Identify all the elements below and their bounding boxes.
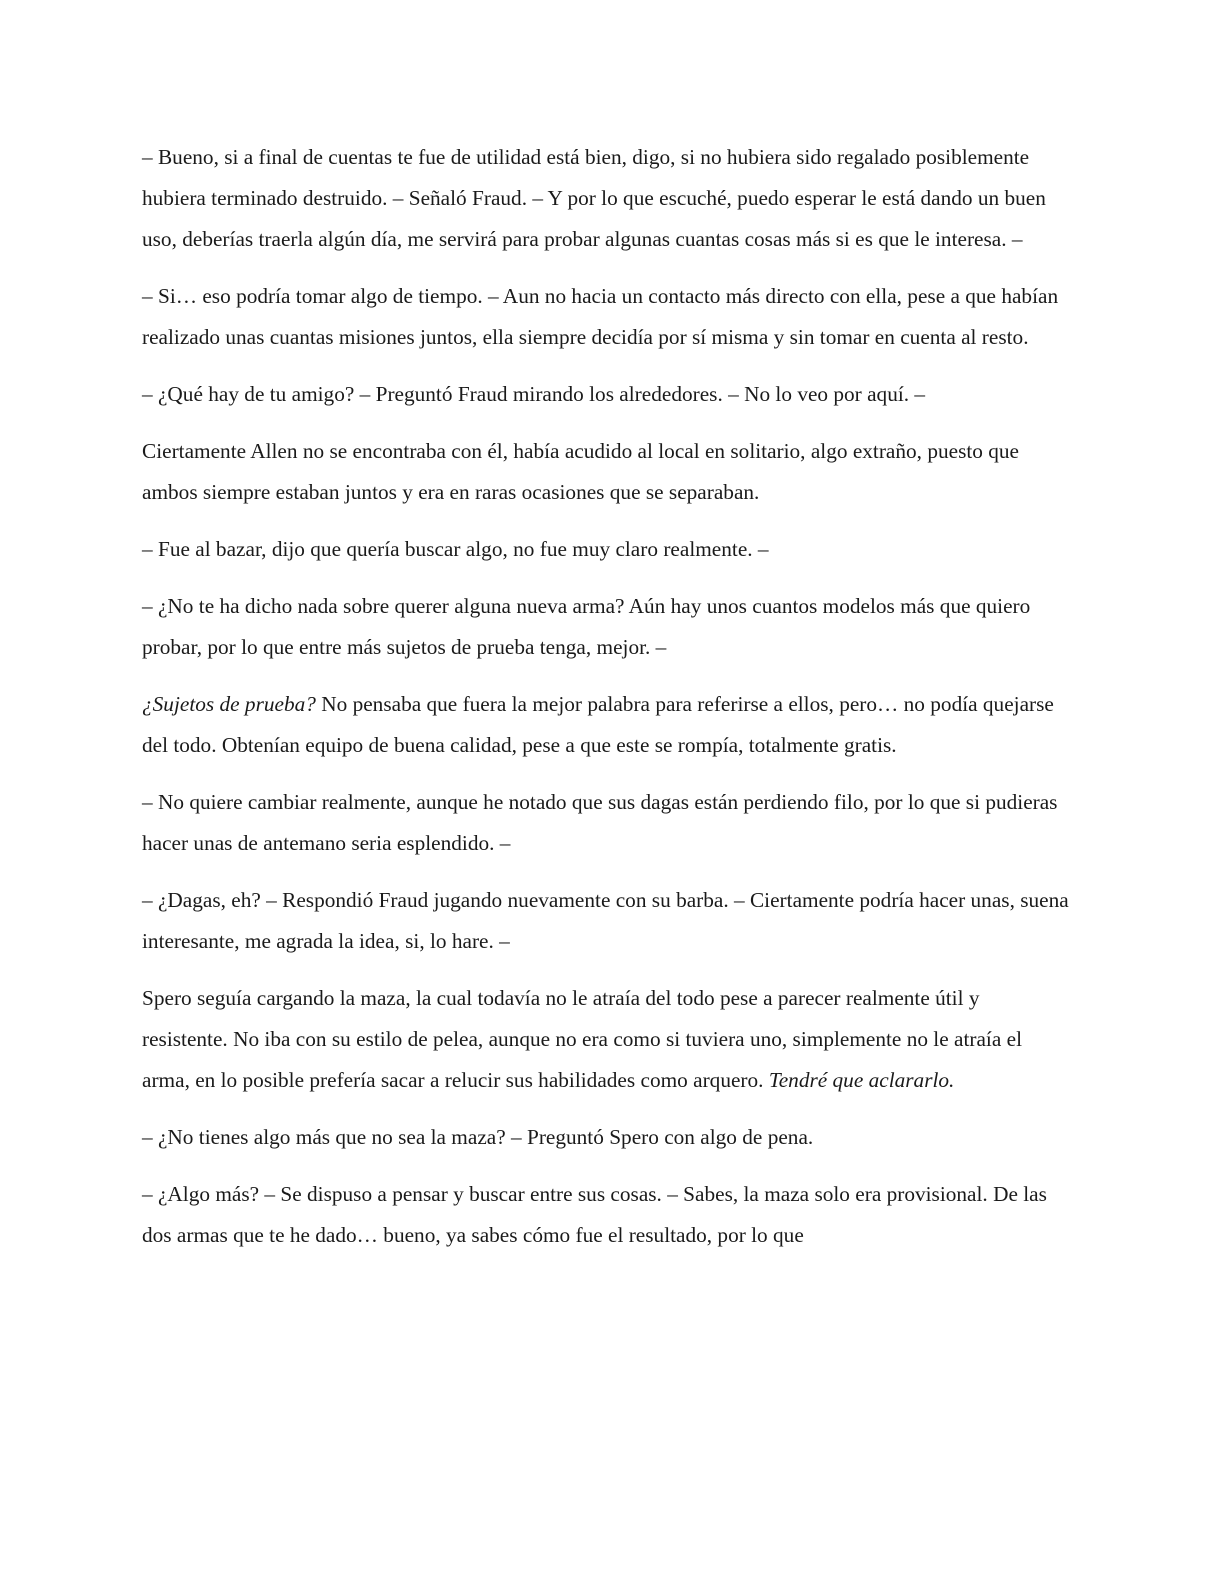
paragraph-2 bbox=[142, 276, 1070, 358]
paragraph-12 bbox=[142, 1174, 1070, 1256]
paragraph-text: – Bueno, si a final de cuentas te fue de utilidad está bien, digo, si no hubiera sido regalado posiblemente hubiera terminado destruido. – Señaló Fraud. – Y por lo que escuché, puedo esperar le está dando un buen uso, deberías traerla algún día, me servirá para probar algunas cuantas cosas más si es que le interesa. – bbox=[142, 145, 1046, 251]
paragraph-4 bbox=[142, 431, 1070, 513]
paragraph-3 bbox=[142, 374, 1070, 415]
paragraph-11 bbox=[142, 1117, 1070, 1158]
paragraph-text: No pensaba que fuera la mejor palabra para referirse a ellos, pero… no podía quejarse del todo. Obtenían equipo de buena calidad, pese a que este se rompía, totalmente gratis. bbox=[142, 692, 1054, 757]
paragraph-7 bbox=[142, 684, 1070, 766]
italic-phrase: ¿Sujetos de prueba? bbox=[142, 692, 316, 716]
paragraph-text: – ¿Dagas, eh? – Respondió Fraud jugando nuevamente con su barba. – Ciertamente podría hacer unas, suena interesante, me agrada la idea, si, lo hare. – bbox=[142, 888, 1069, 953]
paragraph-10 bbox=[142, 978, 1070, 1101]
paragraph-9 bbox=[142, 880, 1070, 962]
paragraph-6 bbox=[142, 586, 1070, 668]
paragraph-text: – Si… eso podría tomar algo de tiempo. – Aun no hacia un contacto más directo con ella, pese a que habían realizado unas cuantas misiones juntos, ella siempre decidía por sí misma y sin tomar en cuenta al resto. bbox=[142, 284, 1059, 349]
paragraph-text: Spero seguía cargando la maza, la cual todavía no le atraía del todo pese a parecer realmente útil y resistente. No iba con su estilo de pelea, aunque no era como si tuviera uno, simplemente no le atraía el arma, en lo posible prefería sacar a relucir sus habilidades como arquero. bbox=[142, 986, 1022, 1092]
paragraph-text: Ciertamente Allen no se encontraba con él, había acudido al local en solitario, algo extraño, puesto que ambos siempre estaban juntos y era en raras ocasiones que se separaban. bbox=[142, 439, 1020, 504]
paragraph-8 bbox=[142, 782, 1070, 864]
paragraph-5 bbox=[142, 529, 1070, 570]
paragraph-text: – ¿No te ha dicho nada sobre querer alguna nueva arma? Aún hay unos cuantos modelos más que quiero probar, por lo que entre más sujetos de prueba tenga, mejor. – bbox=[142, 594, 1031, 659]
paragraph-text: – Fue al bazar, dijo que quería buscar algo, no fue muy claro realmente. – bbox=[142, 537, 769, 561]
paragraph-text: – ¿No tienes algo más que no sea la maza? – Preguntó Spero con algo de pena. bbox=[142, 1125, 814, 1149]
paragraph-text: – No quiere cambiar realmente, aunque he notado que sus dagas están perdiendo filo, por lo que si pudieras hacer unas de antemano seria esplendido. – bbox=[142, 790, 1058, 855]
document-body bbox=[142, 137, 1070, 1256]
paragraph-text: – ¿Qué hay de tu amigo? – Preguntó Fraud mirando los alrededores. – No lo veo por aquí. – bbox=[142, 382, 926, 406]
italic-phrase: Tendré que aclararlo. bbox=[768, 1068, 955, 1092]
paragraph-1 bbox=[142, 137, 1070, 260]
paragraph-text: – ¿Algo más? – Se dispuso a pensar y buscar entre sus cosas. – Sabes, la maza solo era provisional. De las dos armas que te he dado… bueno, ya sabes cómo fue el resultado, por lo que bbox=[142, 1182, 1047, 1247]
